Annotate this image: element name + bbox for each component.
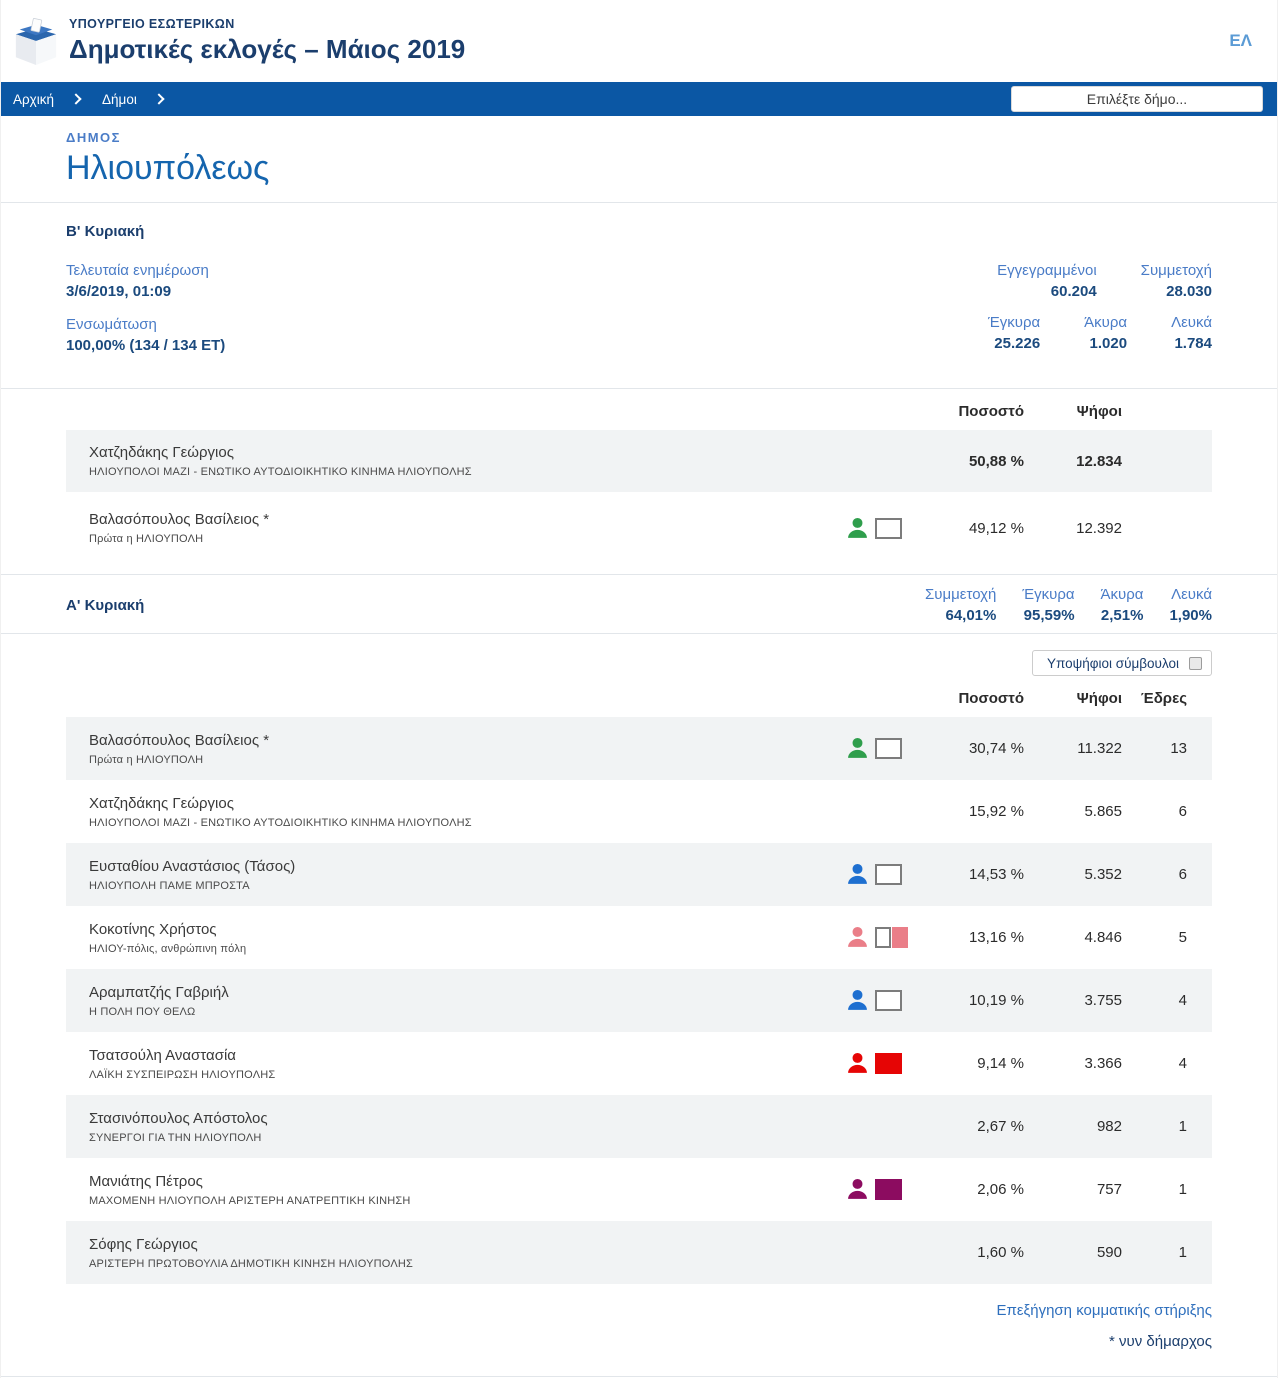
candidate-info xyxy=(89,921,846,955)
candidate-info xyxy=(89,795,846,829)
party-name: ΗΛΙΟΥΠΟΛΟΙ ΜΑΖΙ - ΕΝΩΤΙΚΟ ΑΥΤΟΔΙΟΙΚΗΤΙΚΟ ΚΙΝΗΜΑ ΗΛΙΟΥΠΟΛΗΣ xyxy=(89,466,472,478)
round-b-stats xyxy=(66,240,1212,388)
stat-value: 1.784 xyxy=(1174,335,1212,352)
percent-cell: 1,60 % xyxy=(977,1244,1024,1261)
votes-column-header: Ψήφοι xyxy=(1076,690,1122,707)
party-support-icon xyxy=(846,1052,924,1075)
votes-cell: 4.846 xyxy=(1084,929,1122,946)
round-b-stats-right xyxy=(988,262,1212,370)
breadcrumb xyxy=(1,82,1277,116)
stat-value: 1.020 xyxy=(1089,335,1128,352)
support-square-icon xyxy=(875,518,902,539)
seats-cell: 5 xyxy=(1178,929,1187,946)
candidate-info xyxy=(89,1047,846,1081)
votes-cell: 757 xyxy=(1096,1181,1122,1198)
municipality-search-input[interactable] xyxy=(1011,86,1263,112)
stat-value: 1,90% xyxy=(1169,607,1212,624)
candidate-info xyxy=(89,1236,846,1270)
candidate-name: Ευσταθίου Αναστάσιος (Τάσος) xyxy=(89,857,296,875)
support-square-icon xyxy=(875,864,902,885)
stat-label: Λευκά xyxy=(1171,314,1212,331)
percent-cell: 9,14 % xyxy=(977,1055,1024,1072)
participation-stat xyxy=(1141,262,1212,300)
stat-label: Εγγεγραμμένοι xyxy=(997,262,1097,279)
result-row xyxy=(66,1221,1212,1284)
page-title: Δημοτικές εκλογές – Μάιος 2019 xyxy=(69,34,466,64)
result-row xyxy=(66,492,1212,564)
candidate-info xyxy=(89,984,846,1018)
seats-cell: 1 xyxy=(1178,1118,1187,1135)
stat-value: 95,59% xyxy=(1023,607,1075,624)
result-row xyxy=(66,430,1212,492)
candidate-name: Στασινόπουλος Απόστολος xyxy=(89,1109,268,1127)
percent-cell: 15,92 % xyxy=(968,803,1024,820)
result-row xyxy=(66,969,1212,1032)
checkbox-icon[interactable] xyxy=(1189,657,1202,670)
chevron-right-icon xyxy=(153,93,164,104)
seats-cell: 1 xyxy=(1178,1181,1187,1198)
person-icon xyxy=(846,1178,869,1201)
votes-cell: 12.834 xyxy=(1076,452,1122,470)
stat-value: 25.226 xyxy=(994,335,1041,352)
stat-label: Λευκά xyxy=(1171,586,1212,603)
party-support-icon xyxy=(846,737,924,760)
seats-cell: 13 xyxy=(1170,740,1187,757)
candidate-name: Χατζηδάκης Γεώργιος xyxy=(89,444,234,461)
round-b-table xyxy=(1,389,1277,574)
seats-cell: 6 xyxy=(1178,866,1187,883)
chevron-right-icon xyxy=(70,93,81,104)
blank-stat xyxy=(1169,586,1212,624)
party-name: ΗΛΙΟΥΠΟΛΟΙ ΜΑΖΙ - ΕΝΩΤΙΚΟ ΑΥΤΟΔΙΟΙΚΗΤΙΚΟ ΚΙΝΗΜΑ ΗΛΙΟΥΠΟΛΗΣ xyxy=(89,816,472,829)
breadcrumb-home[interactable]: Αρχική xyxy=(13,91,55,107)
toggle-area xyxy=(1,634,1277,676)
candidate-info xyxy=(89,858,846,892)
stat-label: Συμμετοχή xyxy=(925,586,997,603)
spacer xyxy=(1,1350,1277,1376)
votes-cell: 590 xyxy=(1096,1244,1122,1261)
seats-cell: 1 xyxy=(1178,1244,1187,1261)
candidate-name: Βαλασόπουλος Βασίλειος * xyxy=(89,511,270,528)
party-name: ΑΡΙΣΤΕΡΗ ΠΡΩΤΟΒΟΥΛΙΑ ΔΗΜΟΤΙΚΗ ΚΙΝΗΣΗ ΗΛΙΟΥΠΟΛΗΣ xyxy=(89,1257,414,1270)
language-switcher[interactable]: ΕΛ xyxy=(1229,31,1252,50)
stat-label: Ενσωμάτωση xyxy=(66,316,157,333)
party-name: Πρώτα η ΗΛΙΟΥΠΟΛΗ xyxy=(89,753,204,766)
breadcrumb-municipalities[interactable]: Δήμοι xyxy=(102,91,137,107)
round-b-title: Β' Κυριακή xyxy=(66,223,145,240)
party-name: ΛΑΪΚΗ ΣΥΣΠΕΙΡΩΣΗ ΗΛΙΟΥΠΟΛΗΣ xyxy=(89,1068,276,1081)
percent-column-header: Ποσοστό xyxy=(958,690,1024,707)
valid-invalid-blank-row xyxy=(988,314,1212,352)
stat-value: 3/6/2019, 01:09 xyxy=(66,283,172,300)
invalid-stat xyxy=(1101,586,1144,624)
party-name: ΗΛΙΟΥ-πόλις, ανθρώπινη πόλη xyxy=(89,942,247,955)
person-icon xyxy=(846,926,869,949)
last-update-stat xyxy=(66,262,225,300)
person-icon xyxy=(846,863,869,886)
votes-column-header: Ψήφοι xyxy=(1076,403,1122,420)
incumbent-mayor-note: * νυν δήμαρχος xyxy=(1109,1333,1212,1350)
percent-cell: 30,74 % xyxy=(968,740,1024,757)
result-row xyxy=(66,906,1212,969)
ministry-label: ΥΠΟΥΡΓΕΙΟ ΕΣΩΤΕΡΙΚΩΝ xyxy=(69,17,235,31)
votes-cell: 12.392 xyxy=(1076,519,1122,537)
support-square-icon xyxy=(875,927,891,948)
support-square-icon xyxy=(875,1179,902,1200)
result-row xyxy=(66,1032,1212,1095)
valid-stat xyxy=(988,314,1040,352)
percent-cell: 2,06 % xyxy=(977,1181,1024,1198)
support-square-icon xyxy=(892,927,908,948)
candidate-name: Χατζηδάκης Γεώργιος xyxy=(89,794,234,812)
party-support-icon xyxy=(846,517,924,540)
person-icon xyxy=(846,737,869,760)
ballot-box-icon xyxy=(13,15,59,67)
stat-label: Έγκυρα xyxy=(1022,586,1075,603)
percent-cell: 14,53 % xyxy=(968,866,1024,883)
party-name: Η ΠΟΛΗ ΠΟΥ ΘΕΛΩ xyxy=(89,1005,196,1018)
stat-value: 64,01% xyxy=(945,607,997,624)
percent-cell: 10,19 % xyxy=(968,992,1024,1009)
round-a-section-header xyxy=(1,575,1277,633)
candidate-name: Βαλασόπουλος Βασίλειος * xyxy=(89,731,270,749)
candidate-info xyxy=(89,444,846,478)
registered-participation-row xyxy=(988,262,1212,300)
support-square-icon xyxy=(875,990,902,1011)
party-name: Πρώτα η ΗΛΙΟΥΠΟΛΗ xyxy=(89,533,204,545)
title-block xyxy=(69,17,1229,65)
percent-cell: 50,88 % xyxy=(968,452,1024,470)
integration-stat xyxy=(66,316,225,354)
municipality-label: ΔΗΜΟΣ xyxy=(66,130,121,145)
round-b-table-header xyxy=(66,389,1212,430)
round-a-table xyxy=(1,676,1277,1284)
stat-value: 100,00% (134 / 134 ΕΤ) xyxy=(66,337,226,354)
result-row xyxy=(66,843,1212,906)
person-icon xyxy=(846,1052,869,1075)
party-name: ΗΛΙΟΥΠΟΛΗ ΠΑΜΕ ΜΠΡΟΣΤΑ xyxy=(89,879,250,892)
round-a-table-header xyxy=(66,676,1212,717)
votes-cell: 982 xyxy=(1096,1118,1122,1135)
party-support-icon xyxy=(846,1178,924,1201)
result-row xyxy=(66,717,1212,780)
party-support-icon xyxy=(846,863,924,886)
stat-label: Άκυρα xyxy=(1084,314,1128,331)
result-row xyxy=(66,780,1212,843)
stat-label: Άκυρα xyxy=(1100,586,1144,603)
councillors-toggle-button[interactable] xyxy=(1032,650,1212,676)
municipality-header xyxy=(1,116,1277,202)
party-name: ΣΥΝΕΡΓΟΙ ΓΙΑ ΤΗΝ ΗΛΙΟΥΠΟΛΗ xyxy=(89,1131,262,1144)
percent-cell: 13,16 % xyxy=(968,929,1024,946)
percent-column-header: Ποσοστό xyxy=(958,403,1024,420)
footer xyxy=(1,1284,1277,1350)
candidate-name: Τσατσούλη Αναστασία xyxy=(89,1046,236,1064)
stat-label: Έγκυρα xyxy=(988,314,1041,331)
candidate-name: Αραμπατζής Γαβριήλ xyxy=(89,983,229,1001)
seats-column-header: Έδρες xyxy=(1140,690,1187,707)
result-row xyxy=(66,1158,1212,1221)
stat-value: 2,51% xyxy=(1100,607,1144,624)
valid-stat xyxy=(1022,586,1074,624)
seats-cell: 4 xyxy=(1178,1055,1187,1072)
round-a-stats xyxy=(925,586,1212,624)
votes-cell: 11.322 xyxy=(1077,740,1122,757)
votes-cell: 3.755 xyxy=(1084,992,1122,1009)
stat-label: Συμμετοχή xyxy=(1140,262,1212,279)
candidate-info xyxy=(89,1173,846,1207)
candidate-name: Κοκοτίνης Χρήστος xyxy=(89,920,217,938)
stat-label: Τελευταία ενημέρωση xyxy=(66,262,209,279)
candidate-name: Μανιάτης Πέτρος xyxy=(89,1172,203,1190)
party-support-legend-link[interactable]: Επεξήγηση κομματικής στήριξης xyxy=(996,1302,1212,1319)
support-square-icon xyxy=(875,738,902,759)
party-name: ΜΑΧΟΜΕΝΗ ΗΛΙΟΥΠΟΛΗ ΑΡΙΣΤΕΡΗ ΑΝΑΤΡΕΠΤΙΚΗ ΚΙΝΗΣΗ xyxy=(89,1194,411,1207)
candidate-name: Σόφης Γεώργιος xyxy=(89,1235,198,1253)
seats-cell: 4 xyxy=(1178,992,1187,1009)
top-header xyxy=(1,0,1277,82)
registered-stat xyxy=(997,262,1097,300)
stat-value: 28.030 xyxy=(1166,283,1212,300)
support-square-icon xyxy=(875,1053,902,1074)
votes-cell: 3.366 xyxy=(1084,1055,1122,1072)
candidate-info xyxy=(89,1110,846,1144)
divider xyxy=(1,1376,1277,1377)
municipality-name: Ηλιουπόλεως xyxy=(66,149,270,187)
invalid-stat xyxy=(1084,314,1127,352)
blank-stat xyxy=(1171,314,1212,352)
party-support-icon xyxy=(846,926,924,949)
party-support-icon xyxy=(846,989,924,1012)
percent-cell: 2,67 % xyxy=(977,1118,1024,1135)
participation-stat xyxy=(925,586,996,624)
round-b-stats-left xyxy=(66,262,225,370)
votes-cell: 5.352 xyxy=(1084,866,1122,883)
candidate-info xyxy=(89,732,846,766)
candidate-info xyxy=(89,511,846,545)
percent-cell: 49,12 % xyxy=(968,519,1024,537)
councillors-toggle-label: Υποψήφιοι σύμβουλοι xyxy=(1047,655,1179,671)
votes-cell: 5.865 xyxy=(1084,803,1122,820)
person-icon xyxy=(846,517,869,540)
round-b-section xyxy=(1,203,1277,388)
seats-cell: 6 xyxy=(1178,803,1187,820)
round-a-title: Α' Κυριακή xyxy=(66,596,145,614)
result-row xyxy=(66,1095,1212,1158)
stat-value: 60.204 xyxy=(1050,283,1097,300)
person-icon xyxy=(846,989,869,1012)
